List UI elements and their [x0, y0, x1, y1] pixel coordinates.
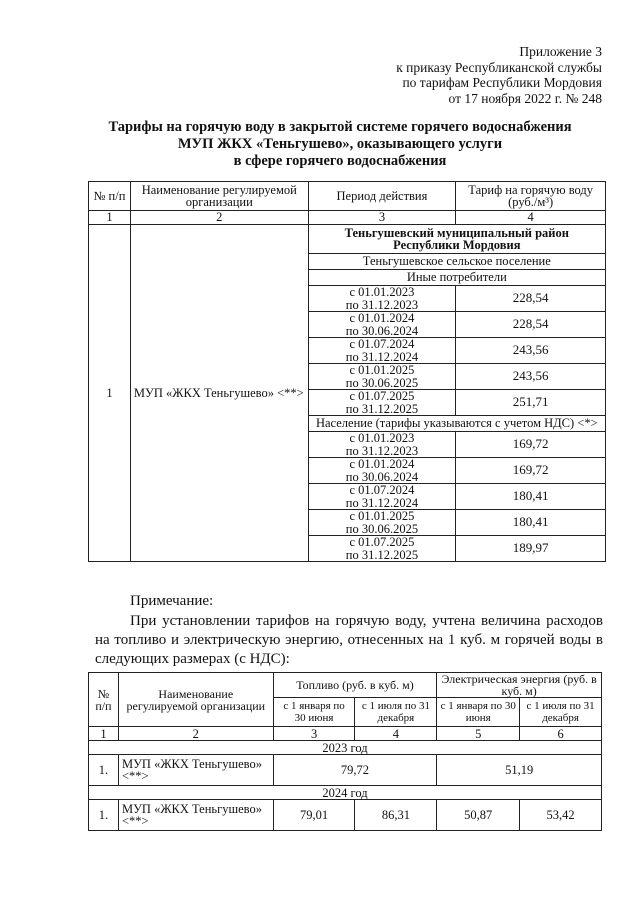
- period-to: по 30.06.2024: [345, 469, 419, 484]
- fuel-value: 79,01: [273, 800, 355, 831]
- tariff-value: 228,54: [456, 286, 606, 312]
- settlement-name: Теньгушевское сельское поселение: [308, 254, 605, 270]
- period-to: по 30.06.2025: [345, 375, 419, 390]
- tariff-value: 243,56: [456, 338, 606, 364]
- tariff-value: 189,97: [456, 536, 606, 562]
- sub-header: с 1 января по 30 июня: [273, 698, 355, 727]
- period-to: по 31.12.2025: [345, 547, 419, 562]
- period-cell: [308, 338, 456, 364]
- row-number: 1.: [89, 755, 119, 786]
- period-from: с 01.07.2024: [349, 337, 415, 351]
- col-header-num: № п/п: [89, 673, 119, 727]
- title-line: Тарифы на горячую воду в закрытой системе горячего водоснабжения: [108, 119, 572, 135]
- org-name: МУП «ЖКХ Теньгушево» <**>: [118, 755, 273, 786]
- col-number: 1: [89, 211, 131, 225]
- fuel-value: 86,31: [355, 800, 437, 831]
- period-to: по 31.12.2023: [345, 443, 419, 458]
- electricity-value: 53,42: [520, 800, 602, 831]
- group-population: Население (тарифы указываются с учетом НДС) <*>: [308, 416, 605, 432]
- period-to: по 31.12.2024: [345, 349, 419, 364]
- year-row: 2024 год: [89, 786, 602, 800]
- period-from: с 01.01.2025: [349, 363, 415, 377]
- period-cell: [308, 432, 456, 458]
- cost-table: [88, 672, 602, 831]
- col-header-org: Наименование регулируемой организации: [130, 182, 308, 211]
- period-to: по 31.12.2025: [345, 401, 419, 416]
- tariff-value: 228,54: [456, 312, 606, 338]
- col-number: 4: [456, 211, 606, 225]
- col-header-fuel: Топливо (руб. в куб. м): [273, 673, 437, 698]
- tariff-table: [88, 181, 606, 562]
- tariff-value: 180,41: [456, 484, 606, 510]
- title-line: МУП ЖКХ «Теньгушево», оказывающего услуги: [177, 136, 503, 152]
- col-number: 1: [89, 727, 119, 741]
- appendix-line: от 17 ноября 2022 г. № 248: [448, 90, 602, 106]
- group-other-consumers: Иные потребители: [308, 270, 605, 286]
- document-title: [60, 119, 620, 170]
- period-cell: [308, 484, 456, 510]
- col-header-period: Период действия: [308, 182, 456, 211]
- period-cell: [308, 364, 456, 390]
- tariff-value: 243,56: [456, 364, 606, 390]
- col-header-num: № п/п: [89, 182, 131, 211]
- tariff-value: 169,72: [456, 432, 606, 458]
- district-name: Теньгушевский муниципальный район Республики Мордовия: [308, 225, 605, 254]
- period-from: с 01.01.2024: [349, 311, 415, 325]
- row-number: 1: [89, 225, 131, 562]
- appendix-header: [396, 44, 602, 106]
- electricity-value: 51,19: [437, 755, 602, 786]
- tariff-value: 169,72: [456, 458, 606, 484]
- col-header-electricity: Электрическая энергия (руб. в куб. м): [437, 673, 602, 698]
- tariff-value: 180,41: [456, 510, 606, 536]
- period-from: с 01.07.2024: [349, 483, 415, 497]
- period-from: с 01.01.2023: [349, 285, 415, 299]
- appendix-line: к приказу Республиканской службы: [396, 59, 602, 75]
- col-number: 6: [520, 727, 602, 741]
- appendix-line: по тарифам Республики Мордовия: [402, 75, 602, 91]
- org-name: МУП «ЖКХ Теньгушево» <**>: [118, 800, 273, 831]
- org-name: МУП «ЖКХ Теньгушево» <**>: [130, 225, 308, 562]
- note-title: Примечание:: [130, 593, 214, 609]
- sub-header: с 1 июля по 31 декабря: [520, 698, 602, 727]
- period-cell: [308, 458, 456, 484]
- period-cell: [308, 390, 456, 416]
- tariff-value: 251,71: [456, 390, 606, 416]
- col-header-org: Наименование регулируемой организации: [118, 673, 273, 727]
- col-number: 3: [308, 211, 456, 225]
- col-number: 5: [437, 727, 520, 741]
- col-header-tariff: Тариф на горячую воду (руб./м³): [456, 182, 606, 211]
- period-to: по 30.06.2024: [345, 323, 419, 338]
- period-from: с 01.01.2023: [349, 431, 415, 445]
- col-number: 3: [273, 727, 355, 741]
- appendix-line: Приложение 3: [519, 44, 602, 59]
- sub-header: с 1 января по 30 июня: [437, 698, 520, 727]
- electricity-value: 50,87: [437, 800, 520, 831]
- col-number: 2: [118, 727, 273, 741]
- title-line: в сфере горячего водоснабжения: [233, 153, 447, 169]
- sub-header: с 1 июля по 31 декабря: [355, 698, 437, 727]
- fuel-value: 79,72: [273, 755, 437, 786]
- year-row: 2023 год: [89, 741, 602, 755]
- col-number: 4: [355, 727, 437, 741]
- period-to: по 31.12.2024: [345, 495, 419, 510]
- col-number: 2: [130, 211, 308, 225]
- period-from: с 01.01.2025: [349, 509, 415, 523]
- period-cell: [308, 536, 456, 562]
- period-to: по 31.12.2023: [345, 297, 419, 312]
- period-cell: [308, 312, 456, 338]
- period-to: по 30.06.2025: [345, 521, 419, 536]
- period-from: с 01.07.2025: [349, 535, 415, 549]
- period-cell: [308, 510, 456, 536]
- row-number: 1.: [89, 800, 119, 831]
- period-from: с 01.07.2025: [349, 389, 415, 403]
- period-cell: [308, 286, 456, 312]
- note-text: При установлении тарифов на горячую воду, учтена величина расходов на топливо и электрическую энергию, отнесенных на 1 куб. м горячей воды в следующих размерах (с НДС):: [95, 613, 603, 667]
- period-from: с 01.01.2024: [349, 457, 415, 471]
